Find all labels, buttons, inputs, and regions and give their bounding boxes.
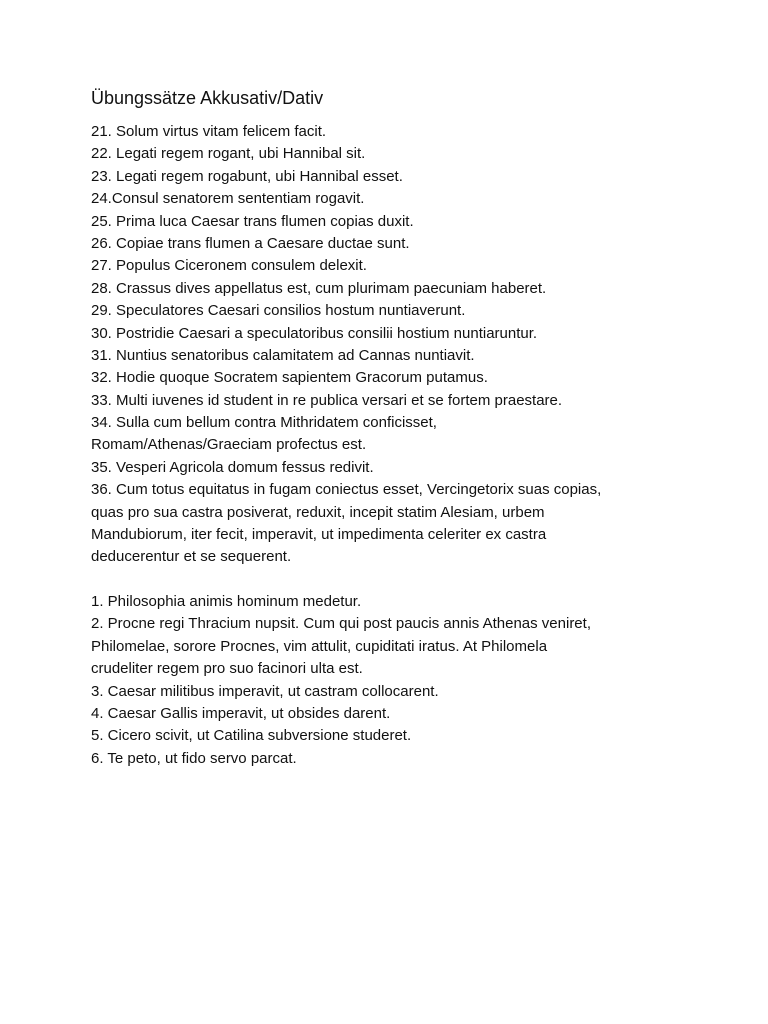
- text-line: 34. Sulla cum bellum contra Mithridatem conficisset,: [91, 414, 437, 432]
- text-line: 26. Copiae trans flumen a Caesare ductae sunt.: [91, 234, 410, 252]
- text-line: 27. Populus Ciceronem consulem delexit.: [91, 257, 367, 275]
- text-line: 22. Legati regem rogant, ubi Hannibal sit.: [91, 145, 366, 163]
- text-line: 29. Speculatores Caesari consilios hostum nuntiaverunt.: [91, 302, 466, 320]
- text-line: crudeliter regem pro suo facinori ulta est.: [91, 660, 363, 678]
- text-line: Romam/Athenas/Graeciam profectus est.: [91, 436, 367, 454]
- text-line: 4. Caesar Gallis imperavit, ut obsides darent.: [91, 704, 391, 722]
- text-line: Philomelae, sorore Procnes, vim attulit, cupiditati iratus. At Philomela: [91, 637, 548, 655]
- text-line: 3. Caesar militibus imperavit, ut castram collocarent.: [91, 682, 439, 700]
- text-line: 24.Consul senatorem sententiam rogavit.: [91, 190, 365, 208]
- text-line: deducerentur et se sequerent.: [91, 548, 292, 566]
- text-line: 2. Procne regi Thracium nupsit. Cum qui post paucis annis Athenas veniret,: [91, 615, 591, 633]
- text-line: Mandubiorum, iter fecit, imperavit, ut impedimenta celeriter ex castra: [91, 526, 547, 544]
- text-line: 35. Vesperi Agricola domum fessus redivit.: [91, 458, 374, 476]
- text-line: 1. Philosophia animis hominum medetur.: [91, 593, 362, 610]
- text-line: 33. Multi iuvenes id student in re publica versari et se fortem praestare.: [91, 391, 563, 409]
- text-line: 23. Legati regem rogabunt, ubi Hannibal esset.: [91, 167, 403, 185]
- exercise-list-b: [91, 591, 691, 770]
- document-title: Übungssätze Akkusativ/Dativ: [91, 88, 324, 108]
- text-line: quas pro sua castra posiverat, reduxit, incepit statim Alesiam, urbem: [91, 503, 545, 521]
- text-line: 28. Crassus dives appellatus est, cum plurimam paecuniam haberet.: [91, 279, 547, 297]
- text-line: 6. Te peto, ut fido servo parcat.: [91, 749, 297, 767]
- text-line: 5. Cicero scivit, ut Catilina subversione studeret.: [91, 727, 412, 745]
- text-line: 25. Prima luca Caesar trans flumen copias duxit.: [91, 212, 414, 230]
- text-line: 31. Nuntius senatoribus calamitatem ad Cannas nuntiavit.: [91, 346, 475, 364]
- text-line: 32. Hodie quoque Socratem sapientem Gracorum putamus.: [91, 369, 488, 387]
- text-line: 30. Postridie Caesari a speculatoribus consilii hostium nuntiaruntur.: [91, 324, 538, 342]
- exercise-list-a: [91, 121, 691, 569]
- text-line: 21. Solum virtus vitam felicem facit.: [91, 123, 327, 140]
- text-line: 36. Cum totus equitatus in fugam coniectus esset, Vercingetorix suas copias,: [91, 481, 602, 499]
